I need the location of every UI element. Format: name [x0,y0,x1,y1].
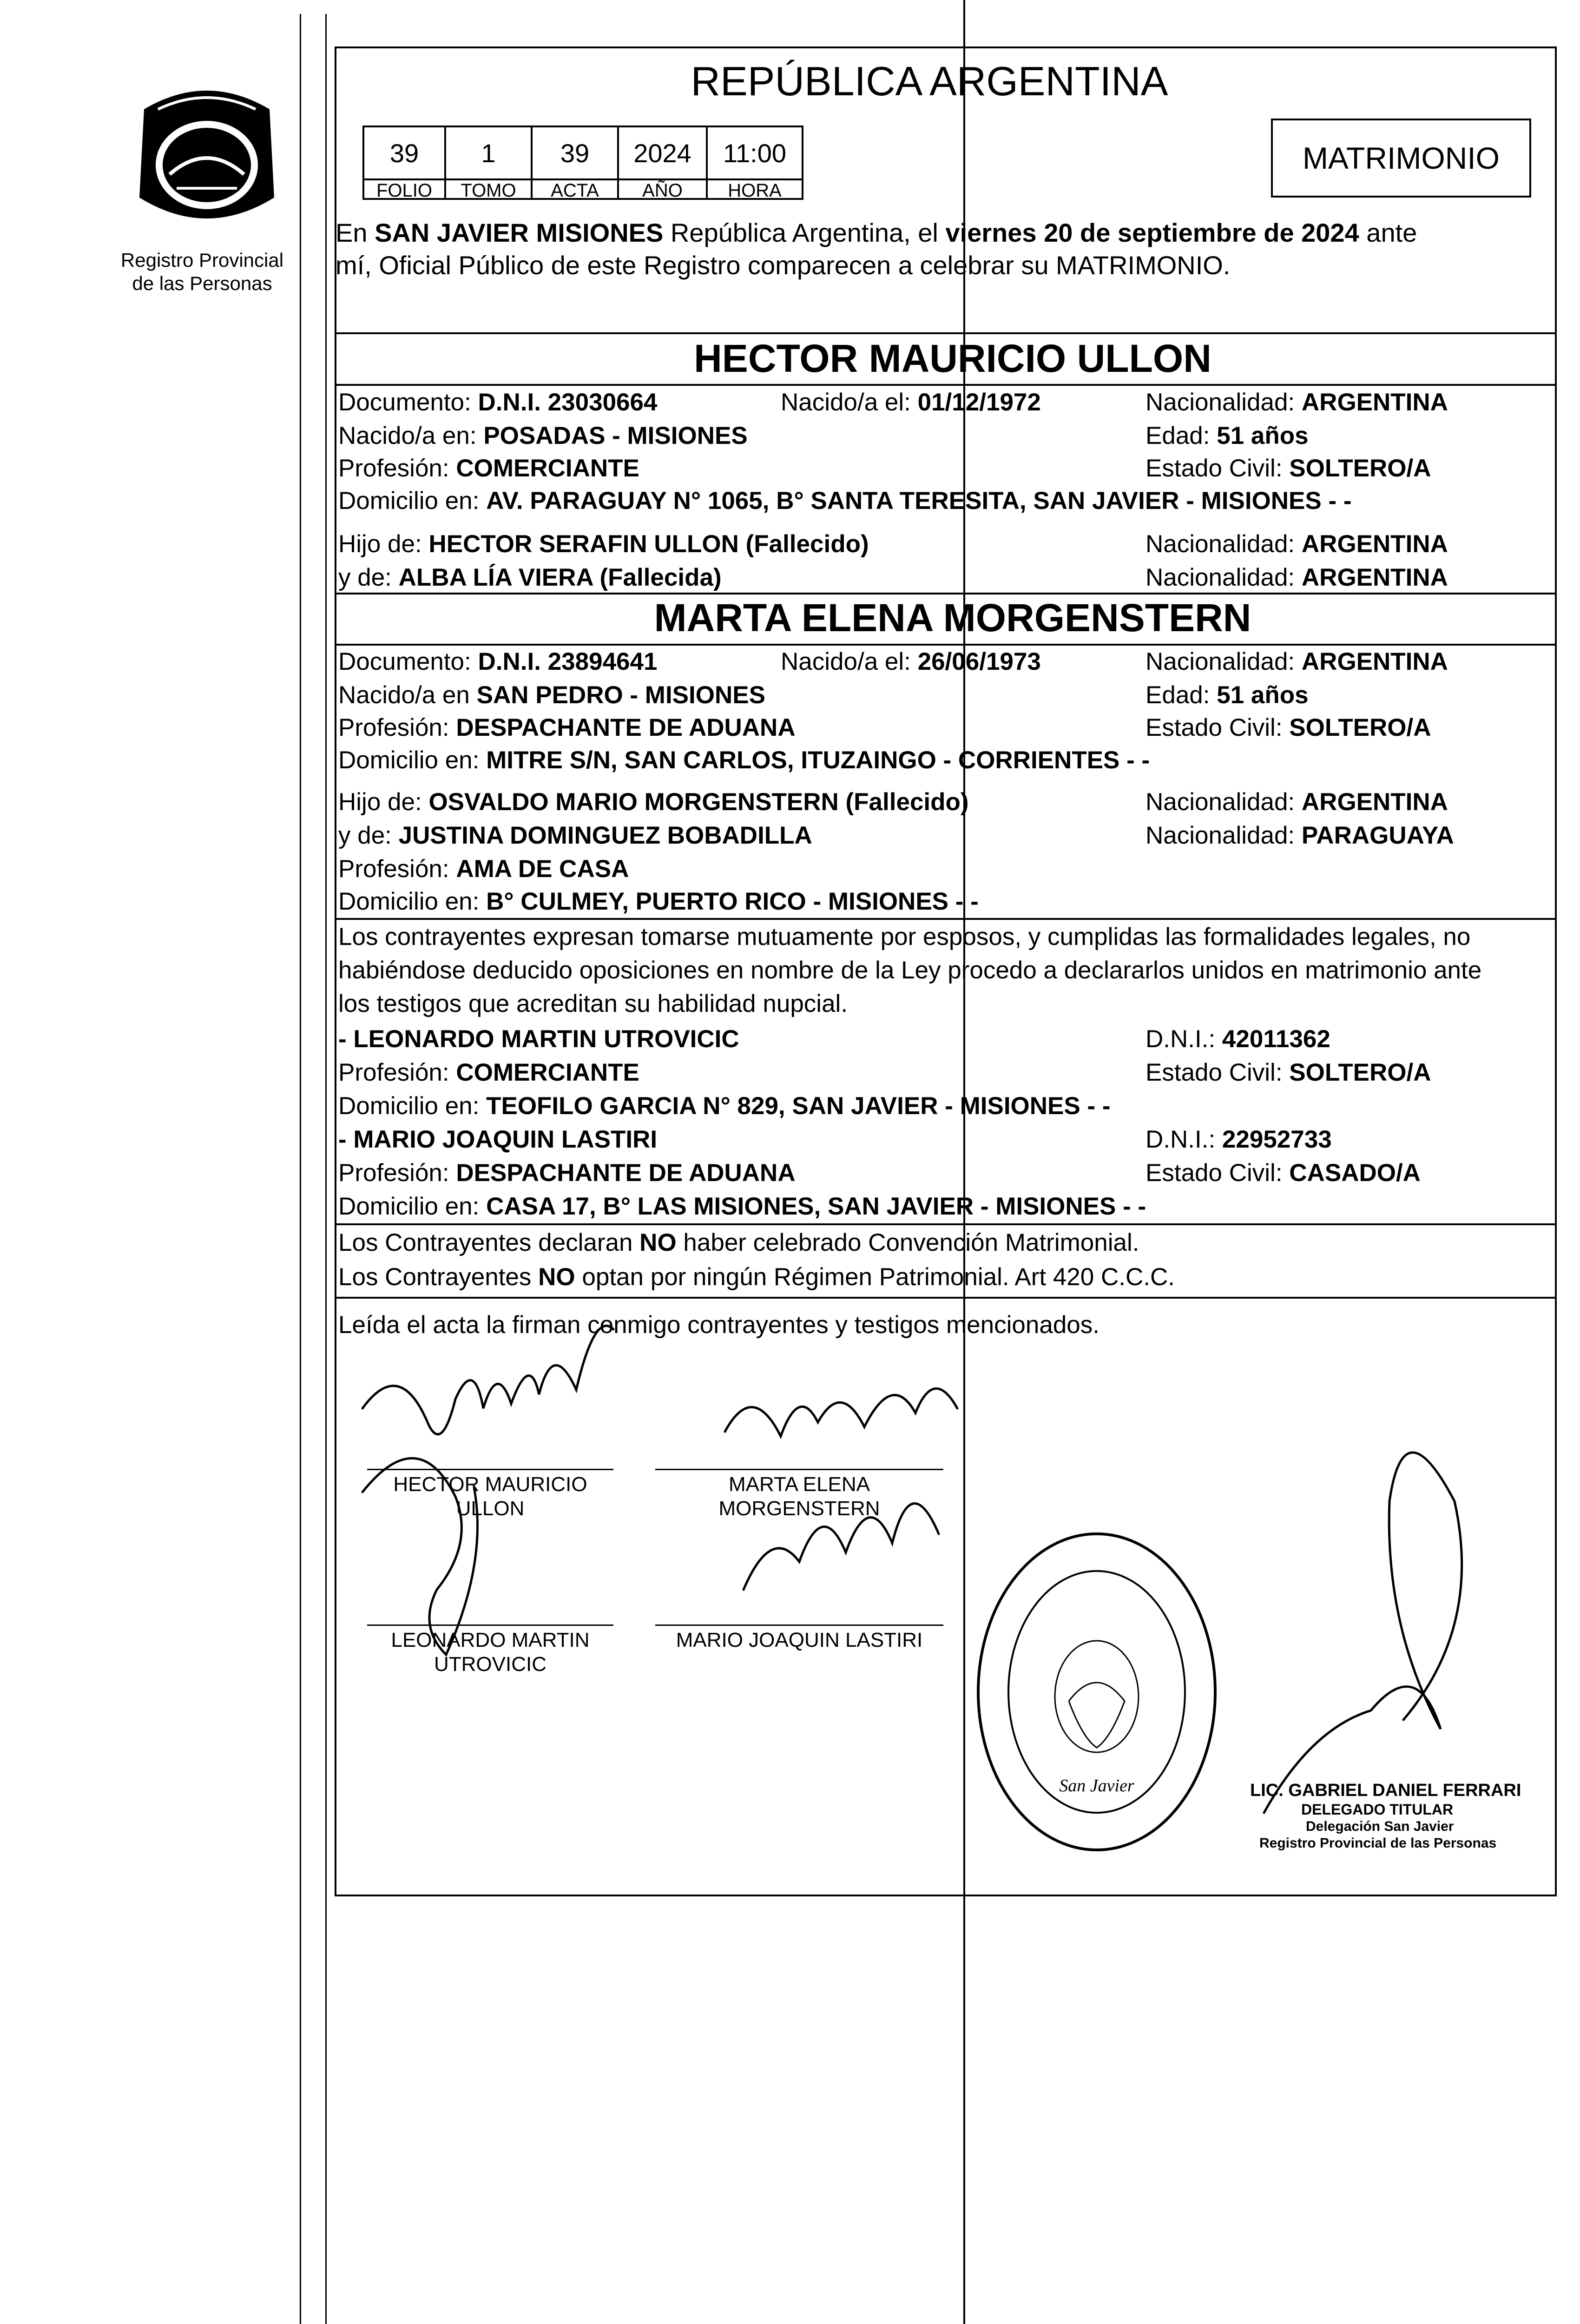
officer-stamp [1250,1780,1547,1852]
document-title: REPÚBLICA ARGENTINA [691,58,1168,104]
field-tomo: 1 TOMO [444,125,533,200]
spouse2-profession: Profesión: DESPACHANTE DE ADUANA [338,714,796,741]
spouse1-father: Hijo de: HECTOR SERAFIN ULLON (Fallecido) [338,530,869,558]
spouse1-birthdate: Nacido/a el: 01/12/1972 [781,389,1041,416]
closing-statement: Leída el acta la firman conmigo contrayentes y testigos mencionados. [338,1311,1100,1339]
field-anio: 2024 AÑO [617,125,708,200]
field-acta: 39 ACTA [531,125,619,200]
spouse1-address: Domicilio en: AV. PARAGUAY N° 1065, B° SANTA TERESITA, SAN JAVIER - MISIONES - - [338,487,1352,515]
official-seal [971,1525,1222,1859]
act-type-badge: MATRIMONIO [1271,119,1531,198]
spouse1-father-nationality: Nacionalidad: ARGENTINA [1146,530,1448,558]
spouse1-name: HECTOR MAURICIO ULLON [694,337,1211,380]
spouse2-age: Edad: 51 años [1146,681,1309,709]
witness1-dni: D.N.I.: 42011362 [1146,1025,1330,1053]
field-folio: 39 FOLIO [362,125,446,200]
signature-label-spouse2: MARTA ELENA MORGENSTERN [718,1473,880,1520]
spouse2-mother-address: Domicilio en: B° CULMEY, PUERTO RICO - MISIONES - - [338,888,979,915]
caption-line-1: Registro Provincial [120,249,284,271]
spouse1-mother-nationality: Nacionalidad: ARGENTINA [1146,564,1448,591]
signature-label-witness2: MARIO JOAQUIN LASTIRI [676,1629,923,1651]
spouse1-age: Edad: 51 años [1146,422,1309,449]
spouse2-civil-status: Estado Civil: SOLTERO/A [1146,714,1431,741]
spouse2-mother-nationality: Nacionalidad: PARAGUAYA [1146,822,1454,849]
divider [336,1297,1556,1299]
spouse1-nationality: Nacionalidad: ARGENTINA [1146,389,1448,416]
witness2-civil-status: Estado Civil: CASADO/A [1146,1159,1421,1187]
spouse2-document: Documento: D.N.I. 23894641 [338,648,658,675]
witness1-civil-status: Estado Civil: SOLTERO/A [1146,1059,1431,1086]
witness2-name: - MARIO JOAQUIN LASTIRI [338,1126,658,1153]
convention-line-2: Los Contrayentes NO optan por ningún Régimen Patrimonial. Art 420 C.C.C. [338,1263,1175,1291]
spouse1-civil-status: Estado Civil: SOLTERO/A [1146,455,1431,482]
intro-line-2: mí, Oficial Público de este Registro comparecen a celebrar su MATRIMONIO. [336,251,1231,280]
spouse2-father-nationality: Nacionalidad: ARGENTINA [1146,788,1448,816]
divider [336,332,1556,334]
spouse2-name: MARTA ELENA MORGENSTERN [654,596,1251,640]
declaration-line-2: habiéndose deducido oposiciones en nombre de la Ley procedo a declararlos unidos en matrimonio ante [338,957,1482,984]
witness2-address: Domicilio en: CASA 17, B° LAS MISIONES, SAN JAVIER - MISIONES - - [338,1193,1146,1220]
intro-line-1: En SAN JAVIER MISIONES República Argentina, el viernes 20 de septiembre de 2024 ante [336,218,1417,247]
signature-label-spouse1: HECTOR MAURICIO ULLON [393,1473,587,1520]
divider [336,918,1556,920]
signature-officer [1264,1452,1462,1813]
signature-spouse2 [725,1388,957,1436]
witness1-profession: Profesión: COMERCIANTE [338,1059,639,1086]
signature-witness1 [362,1458,478,1655]
spouse2-father: Hijo de: OSVALDO MARIO MORGENSTERN (Fallecido) [338,788,969,816]
witness1-address: Domicilio en: TEOFILO GARCIA N° 829, SAN JAVIER - MISIONES - - [338,1092,1111,1120]
spouse2-mother-profession: Profesión: AMA DE CASA [338,855,629,883]
witness2-profession: Profesión: DESPACHANTE DE ADUANA [338,1159,796,1187]
signature-witness2 [744,1504,939,1590]
convention-line-1: Los Contrayentes declaran NO haber celebrado Convención Matrimonial. [338,1229,1139,1256]
spouse1-mother: y de: ALBA LÍA VIERA (Fallecida) [338,564,722,591]
spouse2-birthdate: Nacido/a el: 26/06/1973 [781,648,1041,675]
seal-city: San Javier [1059,1776,1134,1796]
spouse1-profession: Profesión: COMERCIANTE [338,455,639,482]
province-emblem [125,81,288,239]
officer-registry: Registro Provincial de las Personas [1259,1835,1497,1851]
signature-label-witness1: LEONARDO MARTIN UTROVICIC [391,1629,590,1676]
margin-line [300,14,301,2324]
registry-caption [95,249,309,295]
witness2-dni: D.N.I.: 22952733 [1146,1126,1332,1153]
divider [336,1223,1556,1225]
caption-line-2: de las Personas [132,272,272,294]
spouse2-nationality: Nacionalidad: ARGENTINA [1146,648,1448,675]
spouse1-birthplace: Nacido/a en: POSADAS - MISIONES [338,422,748,449]
spouse2-birthplace: Nacido/a en SAN PEDRO - MISIONES [338,681,765,709]
divider [336,593,1556,594]
officer-title: DELEGADO TITULAR [1301,1801,1454,1818]
signature-spouse1 [362,1326,613,1434]
spouse2-mother: y de: JUSTINA DOMINGUEZ BOBADILLA [338,822,812,849]
declaration-line-3: los testigos que acreditan su habilidad nupcial. [338,990,848,1017]
officer-office: Delegación San Javier [1306,1819,1454,1834]
margin-line [325,14,327,2324]
officer-name: LIC. GABRIEL DANIEL FERRARI [1250,1781,1521,1800]
emblem-icon [125,81,288,239]
spouse2-address: Domicilio en: MITRE S/N, SAN CARLOS, ITUZAINGO - CORRIENTES - - [338,746,1150,774]
seal-icon [971,1525,1222,1859]
declaration-line-1: Los contrayentes expresan tomarse mutuamente por esposos, y cumplidas las formalidades legales, no [338,923,1471,951]
field-hora: 11:00 HORA [706,125,803,200]
spouse1-document: Documento: D.N.I. 23030664 [338,389,658,416]
witness1-name: - LEONARDO MARTIN UTROVICIC [338,1025,739,1053]
